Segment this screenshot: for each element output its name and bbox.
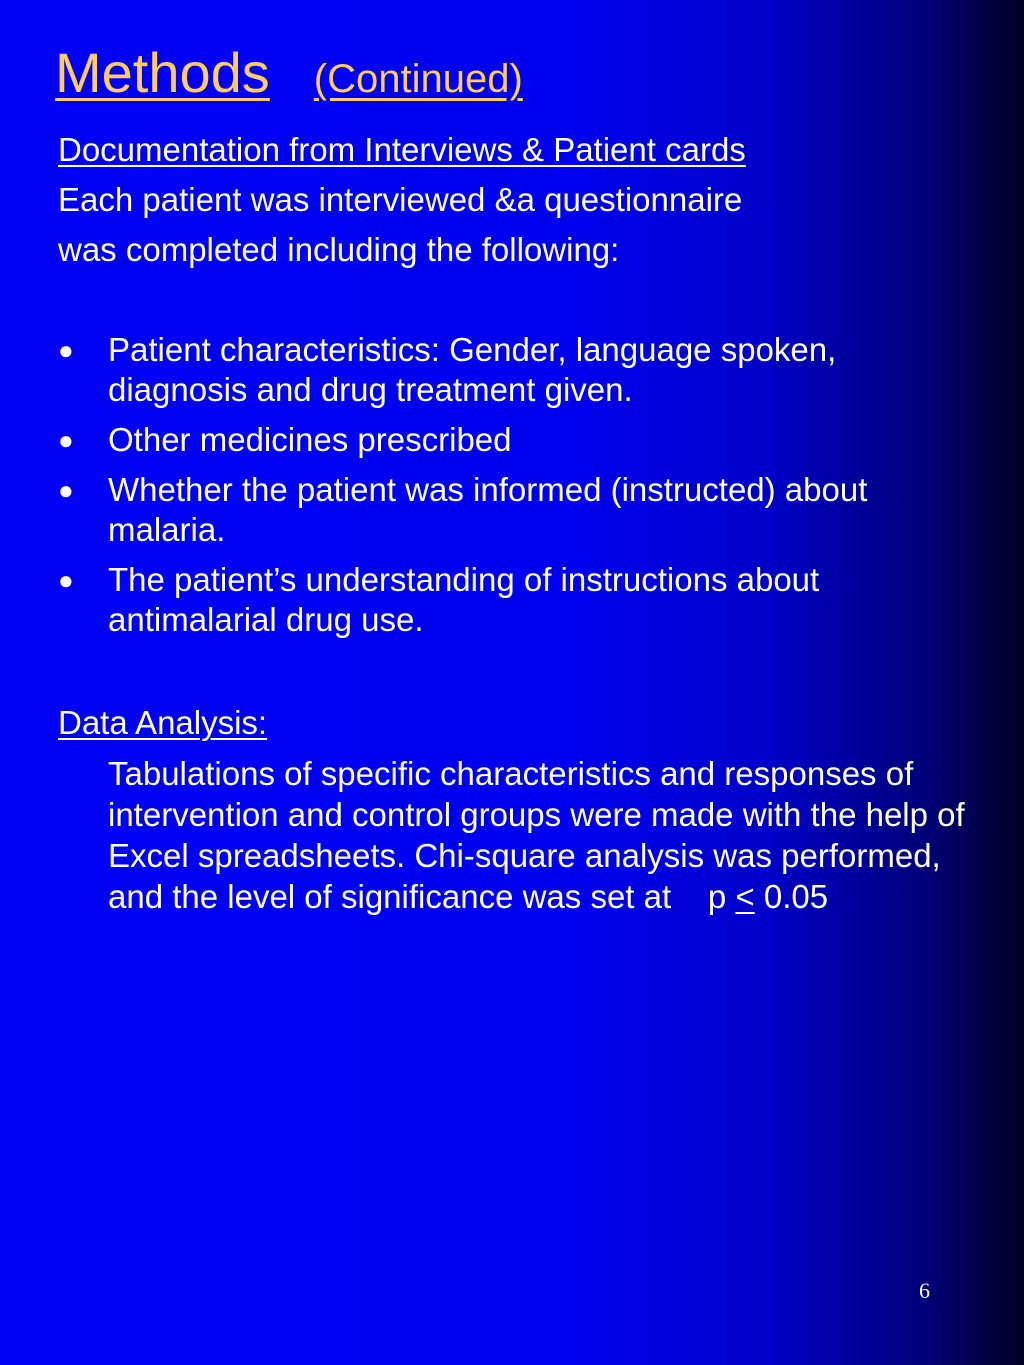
analysis-paragraph <box>108 753 968 917</box>
page-number: 6 <box>919 1278 930 1303</box>
bullet-icon: ● <box>58 565 74 595</box>
bullet-text: Whether the patient was informed (instructed) about malaria. <box>108 471 868 548</box>
title-main: Methods <box>55 41 270 104</box>
p-value: 0.05 <box>763 878 829 915</box>
p-label: p <box>707 878 727 915</box>
bullet-icon: ● <box>58 475 74 505</box>
intro-line-1: Each patient was interviewed &a questionnaire <box>58 181 743 218</box>
title-subtitle: (Continued) <box>313 57 523 101</box>
bullet-icon: ● <box>58 335 74 365</box>
page-title <box>55 40 523 105</box>
bullet-text: Patient characteristics: Gender, language spoken, diagnosis and drug treatment given. <box>108 331 837 408</box>
list-item <box>58 560 958 640</box>
intro-line-2: was completed including the following: <box>58 231 620 268</box>
list-item <box>58 420 958 460</box>
p-operator: < <box>735 878 755 915</box>
list-item <box>58 470 958 550</box>
bullet-text: Other medicines prescribed <box>108 421 512 458</box>
analysis-body: Tabulations of specific characteristics and responses of intervention and control groups were made with the help of Excel spreadsheets. Chi-square analysis was performed, and the level of significance was set at <box>108 755 965 915</box>
bullet-text: The patient’s understanding of instructions about antimalarial drug use. <box>108 561 820 638</box>
bullet-icon: ● <box>58 425 74 455</box>
section-heading-data-analysis: Data Analysis: <box>58 704 268 741</box>
bullet-list <box>58 330 958 650</box>
section-heading-documentation: Documentation from Interviews & Patient cards <box>58 131 746 168</box>
list-item <box>58 330 958 410</box>
